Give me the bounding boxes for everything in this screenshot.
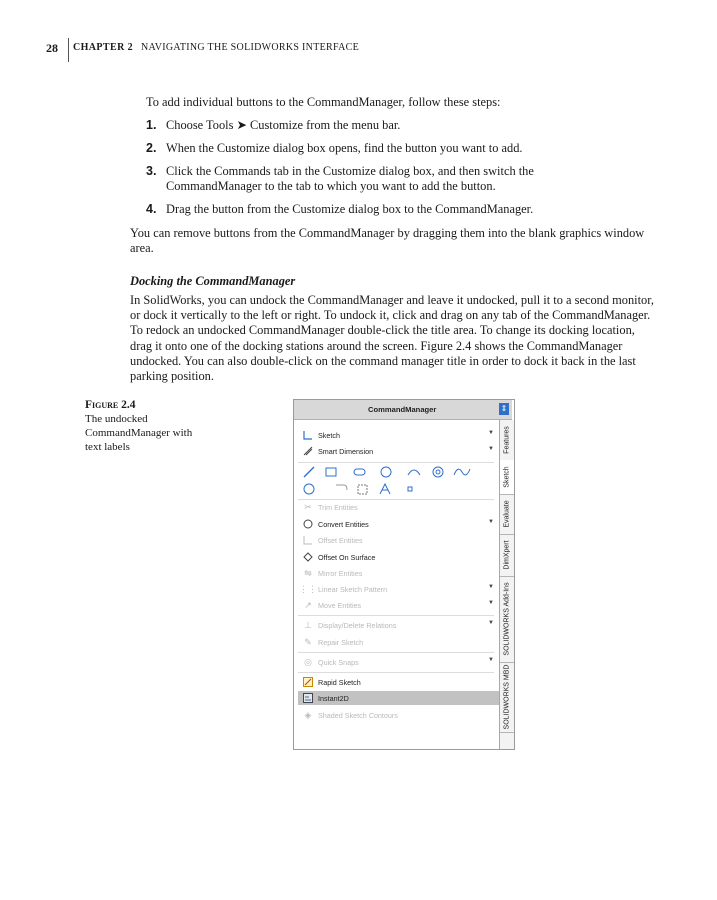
intro-paragraph: To add individual buttons to the CommandManager, follow these steps: — [146, 95, 501, 109]
tab-evaluate[interactable] — [500, 494, 514, 535]
command-trim-entities[interactable] — [302, 500, 494, 514]
step-number: 1. — [146, 118, 157, 132]
tab-features[interactable] — [500, 420, 514, 461]
step-number: 2. — [146, 140, 157, 155]
tab-label: SOLIDWORKS Add-Ins — [503, 582, 511, 656]
sketch-tools-icons[interactable] — [302, 465, 482, 479]
header-divider — [68, 38, 69, 62]
shaded-contours-icon: ◈ — [304, 709, 312, 720]
command-manager-tabs — [499, 420, 514, 749]
command-move-entities[interactable] — [302, 598, 494, 612]
command-label: Sketch — [318, 430, 340, 440]
tab-solidworks-add-ins[interactable] — [500, 576, 514, 663]
chevron-down-icon[interactable]: ▼ — [488, 620, 494, 626]
quick-snaps-icon: ◎ — [304, 656, 312, 667]
repair-sketch-icon: ✎ — [304, 636, 312, 647]
command-sketch[interactable] — [302, 428, 494, 442]
command-linear-sketch-pattern[interactable] — [299, 582, 494, 596]
command-mirror-entities[interactable] — [302, 566, 494, 580]
step-item — [146, 202, 626, 217]
command-label: Repair Sketch — [318, 637, 364, 647]
smart-dimension-icon — [302, 446, 314, 457]
running-header — [46, 38, 359, 62]
instant2d-icon — [302, 693, 314, 704]
chapter-label: CHAPTER 2 — [73, 42, 133, 53]
section-heading: Docking the CommandManager — [130, 274, 296, 288]
tab-solidworks-mbd[interactable] — [500, 662, 514, 733]
command-label: Shaded Sketch Contours — [318, 710, 398, 720]
tab-sketch[interactable] — [500, 460, 514, 495]
step-text: When the Customize dialog box opens, find the button you want to add. — [166, 140, 523, 155]
command-label: Offset Entities — [318, 535, 363, 545]
mirror-entities-icon: ⇋ — [304, 567, 312, 578]
page-number: 28 — [46, 41, 58, 55]
command-label: Display/Delete Relations — [318, 620, 397, 630]
sketch-tool-row-1[interactable] — [302, 465, 482, 482]
command-label: Trim Entities — [318, 502, 358, 512]
command-display-delete-relations[interactable] — [302, 618, 494, 632]
chevron-down-icon[interactable]: ▼ — [488, 657, 494, 663]
separator — [298, 615, 494, 616]
command-offset-on-surface[interactable] — [302, 550, 494, 564]
sketch-tool-row-2[interactable] — [302, 482, 482, 499]
separator — [298, 462, 494, 463]
trim-entities-icon: ✂ — [304, 501, 312, 512]
remove-buttons-paragraph: You can remove buttons from the CommandManager by dragging them into the blank graphics window area. — [130, 226, 645, 256]
step-number: 3. — [146, 163, 157, 178]
command-manager-title-bar[interactable] — [294, 400, 512, 420]
command-list — [294, 420, 498, 749]
figure-caption-text: The undocked CommandManager with text labels — [85, 413, 193, 453]
chevron-down-icon[interactable]: ▼ — [488, 584, 494, 590]
command-label: Offset On Surface — [318, 552, 376, 562]
move-entities-icon: ↗ — [304, 599, 312, 610]
command-quick-snaps[interactable] — [302, 655, 494, 669]
tab-label: Sketch — [503, 466, 511, 488]
command-label: Smart Dimension — [318, 446, 374, 456]
figure-caption — [85, 398, 205, 454]
chevron-down-icon[interactable]: ▼ — [488, 430, 494, 436]
command-label: Instant2D — [318, 693, 349, 703]
command-manager-title: CommandManager — [368, 405, 437, 414]
step-text: Drag the button from the Customize dialog box to the CommandManager. — [166, 201, 534, 216]
command-instant2d[interactable] — [298, 691, 502, 705]
chapter-title: NAVIGATING THE SOLIDWORKS INTERFACE — [141, 42, 359, 53]
steps-list — [146, 118, 626, 224]
command-shaded-sketch-contours[interactable] — [302, 708, 494, 722]
step-text: Click the Commands tab in the Customize dialog box, and then switch the CommandManager to the tab to which you want to add the button. — [166, 163, 534, 193]
figure-label: Figure 2.4 — [85, 399, 136, 411]
step-item — [146, 141, 626, 156]
command-label: Quick Snaps — [318, 657, 359, 667]
separator — [298, 672, 494, 673]
tab-label: SOLIDWORKS MBD — [503, 664, 511, 730]
command-label: Linear Sketch Pattern — [318, 584, 388, 594]
sketch-icon — [302, 430, 314, 441]
offset-surface-icon — [302, 552, 314, 563]
command-convert-entities[interactable] — [302, 517, 494, 531]
chevron-down-icon[interactable]: ▼ — [488, 446, 494, 452]
command-rapid-sketch[interactable] — [302, 675, 494, 689]
command-label: Move Entities — [318, 600, 362, 610]
tab-dimxpert[interactable] — [500, 534, 514, 577]
command-smart-dimension[interactable] — [302, 444, 494, 458]
convert-entities-icon — [302, 519, 314, 530]
linear-pattern-icon: ⋮⋮ — [299, 583, 317, 594]
tab-label: DimXpert — [503, 540, 511, 570]
command-manager-window — [293, 399, 515, 750]
step-number: 4. — [146, 201, 157, 216]
command-offset-entities[interactable] — [302, 533, 494, 547]
rapid-sketch-icon — [302, 677, 314, 688]
docking-paragraph: In SolidWorks, you can undock the CommandManager and leave it undocked, pull it to a second monitor, or dock it vertically to the left or right. To undock it, click and drag on any tab of the CommandManager. To redock an undocked CommandManager double-click the title area. To change its docking location, drag it onto one of the docking stations around the screen. Figure 2.4 shows the CommandManager undocked. You can also double-click on the command manager title in order to dock it back in the last parking position. — [130, 293, 654, 384]
command-label: Rapid Sketch — [318, 677, 361, 687]
step-item — [146, 118, 626, 133]
step-item — [146, 164, 626, 194]
chevron-down-icon[interactable]: ▼ — [488, 600, 494, 606]
separator — [298, 652, 494, 653]
chevron-down-icon[interactable]: ▼ — [488, 519, 494, 525]
offset-entities-icon — [302, 535, 314, 546]
sketch-tools-icons-2[interactable] — [302, 482, 482, 496]
step-text: Choose Tools ➤ Customize from the menu bar. — [166, 118, 401, 132]
relations-icon: ⊥ — [304, 619, 312, 630]
tab-label: Evaluate — [503, 500, 511, 528]
command-repair-sketch[interactable] — [302, 635, 494, 649]
command-label: Mirror Entities — [318, 568, 363, 578]
tab-label: Features — [503, 426, 511, 454]
pin-icon[interactable]: ⇕ — [500, 404, 508, 413]
command-label: Convert Entities — [318, 519, 369, 529]
